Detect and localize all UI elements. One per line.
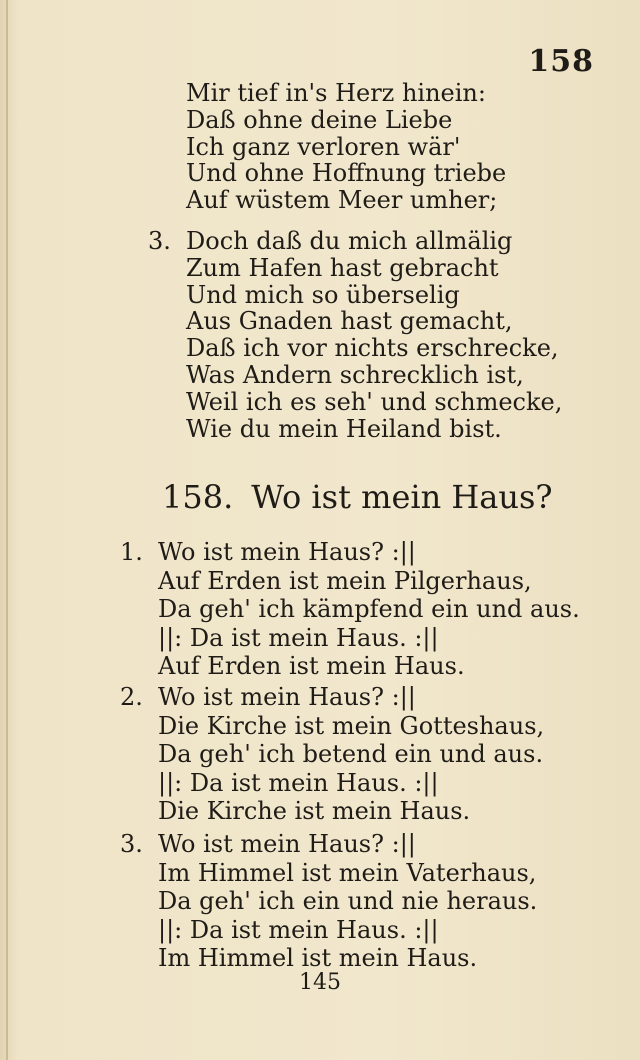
verse-line: Wie du mein Heiland bist. <box>186 414 502 443</box>
continued-stanza <box>186 80 506 214</box>
verse-number: 3. <box>120 830 143 858</box>
hymn-title <box>162 478 553 516</box>
verse-line: Und mich so überselig <box>186 280 460 309</box>
page-gutter-edge <box>6 0 8 1060</box>
verse-line: Im Himmel ist mein Haus. <box>158 944 478 972</box>
verse-line: Auf wüstem Meer umher; <box>186 186 498 215</box>
verse-line: Wo ist mein Haus? :|| <box>158 683 416 711</box>
verse-line: Daß ich vor nichts erschrecke, <box>186 334 559 363</box>
verse-line: Auf Erden ist mein Pilgerhaus, <box>158 566 532 595</box>
verse-line: Mir tief in's Herz hinein: <box>186 79 486 107</box>
hymn-title-text: Wo ist mein Haus? <box>251 478 553 516</box>
verse-line: ||: Da ist mein Haus. :|| <box>158 915 439 944</box>
verse-line: Auf Erden ist mein Haus. <box>158 652 465 680</box>
verse-line: Was Andern schrecklich ist, <box>186 360 524 389</box>
verse-line: Die Kirche ist mein Haus. <box>158 797 471 825</box>
verse-line: ||: Da ist mein Haus. :|| <box>158 623 439 652</box>
verse-line: Aus Gnaden hast gemacht, <box>186 307 513 336</box>
verse-line: ||: Da ist mein Haus. :|| <box>158 768 439 797</box>
verse-line: Da geh' ich kämpfend ein und aus. <box>158 595 580 623</box>
verse-line: Die Kirche ist mein Gotteshaus, <box>158 711 545 740</box>
hymn-number-header: 158 <box>528 44 594 79</box>
verse-line: Ich ganz verloren wär' <box>186 132 461 161</box>
hymn-number: 158. <box>162 478 234 516</box>
verse-line: Und ohne Hoffnung triebe <box>186 159 507 188</box>
verse-number: 1. <box>120 538 143 566</box>
verse-line: Wo ist mein Haus? :|| <box>158 830 416 858</box>
verse-line: Wo ist mein Haus? :|| <box>158 538 416 566</box>
previous-hymn-verse-3 <box>148 228 562 442</box>
verse-line: Da geh' ich betend ein und aus. <box>158 740 544 768</box>
verse-number: 3. <box>148 227 171 255</box>
hymn-verse-1 <box>120 538 580 681</box>
page-number: 145 <box>299 970 341 995</box>
hymn-verse-3 <box>120 830 537 973</box>
verse-line: Im Himmel ist mein Vaterhaus, <box>158 858 537 887</box>
verse-line: Weil ich es seh' und schmecke, <box>186 387 563 416</box>
verse-line: Daß ohne deine Liebe <box>186 105 453 134</box>
verse-line: Da geh' ich ein und nie heraus. <box>158 887 538 915</box>
hymn-verse-2 <box>120 683 544 826</box>
verse-line: Doch daß du mich allmälig <box>186 227 513 255</box>
verse-number: 2. <box>120 683 143 711</box>
verse-line: Zum Hafen hast gebracht <box>186 253 499 282</box>
